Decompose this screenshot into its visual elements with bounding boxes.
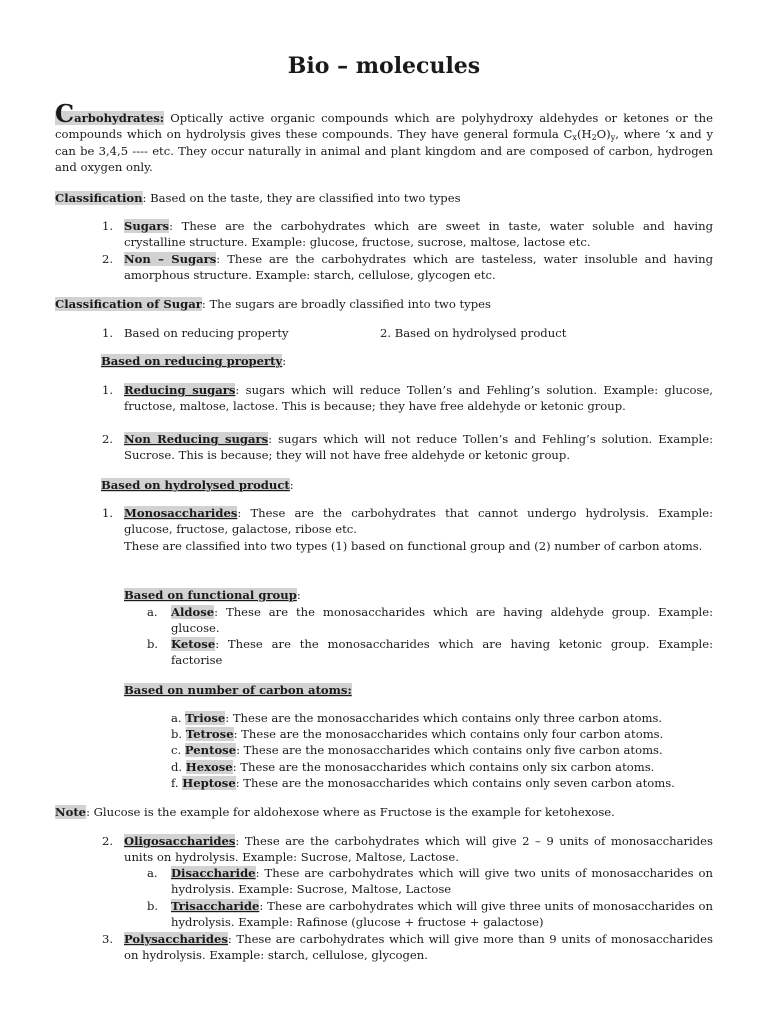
term-aldose: Aldose (171, 605, 215, 619)
term-ketose: Ketose (171, 637, 216, 651)
sugar-type-2: 2. Based on hydrolysed product (380, 326, 567, 340)
sugar-type-1: 1. Based on reducing property (102, 326, 289, 340)
sugar-classification-line: Classification of Sugar: The sugars are broadly classified into two types (55, 297, 491, 311)
list-item-oligosaccharides: 2. Oligosaccharides: These are the carbohydrates which will give 2 – 9 units of monosaccharides units on hydrolysis. Example: Sucrose, Maltose, Lactose. (102, 834, 713, 865)
reducing-heading: Based on reducing property: (101, 354, 287, 368)
list-item-non-sugars: 2. Non – Sugars: These are the carbohydrates which are tasteless, water insoluble and having amorphous structure. Example: starch, cellulose, glycogen etc. (102, 252, 713, 283)
term-trisaccharide: Trisaccharide (171, 899, 260, 913)
list-item-disaccharide: a. Disaccharide: These are carbohydrates which will give two units of monosaccharides on hydrolysis. Example: Sucrose, Maltose, Lactose (147, 866, 713, 897)
list-item-reducing-sugars: 1. Reducing sugars: sugars which will reduce Tollen’s and Fehling’s solution. Example: glucose, fructose, maltose, lactose. This is because; they have free aldehyde or ketonic group. (102, 383, 713, 414)
carbon-atoms-heading: Based on number of carbon atoms: (124, 683, 352, 697)
note-label: Note (55, 805, 87, 819)
classification-label: Classification (55, 191, 143, 205)
functional-group-heading: Based on functional group: (124, 588, 301, 602)
drop-cap: C (55, 99, 75, 128)
term-pentose: Pentose (184, 743, 237, 757)
term-polysaccharides: Polysaccharides (124, 932, 228, 946)
list-item-ketose: b. Ketose: These are the monosaccharides which are having ketonic group. Example: factorise (147, 637, 713, 668)
term-tetrose: Tetrose (185, 727, 234, 741)
intro-paragraph: Carbohydrates: Optically active organic compounds which are polyhydroxy aldehydes or ketones or the compounds which on hydrolysis gives these compounds. They have general formula $C_x(H_2O)_y$, where ‘x and y can be 3,4,5 ---- etc. They occur naturally in animal and plant kingdom and are composed of carbon, hydrogen and oxygen only. (55, 99, 713, 175)
list-item-tetrose: b. Tetrose: These are the monosaccharides which contains only four carbon atoms. (171, 727, 664, 741)
term-reducing-sugars: Reducing sugars (124, 383, 236, 397)
carbohydrates-term: Carbohydrates: (55, 99, 165, 128)
page-title: Bio – molecules (287, 53, 481, 79)
list-item-aldose: a. Aldose: These are the monosaccharides which are having aldehyde group. Example: glucose. (147, 605, 713, 636)
monosaccharides-types-text: These are classified into two types (1) based on functional group and (2) number of carbon atoms. (124, 539, 703, 553)
term-non-sugars: Non – Sugars (124, 252, 217, 266)
list-item-sugars: 1. Sugars: These are the carbohydrates which are sweet in taste, water soluble and having crystalline structure. Example: glucose, fructose, sucrose, maltose, lactose etc. (102, 219, 713, 250)
term-hexose: Hexose (185, 760, 233, 774)
hydrolysed-heading: Based on hydrolysed product: (101, 478, 294, 492)
list-item-polysaccharides: 3. Polysaccharides: These are carbohydrates which will give more than 9 units of monosaccharides on hydrolysis. Example: starch, cellulose, glycogen. (102, 932, 713, 963)
term-heptose: Heptose (182, 776, 236, 790)
term-sugars: Sugars (124, 219, 170, 233)
list-item-heptose: f. Heptose: These are the monosaccharides which contains only seven carbon atoms. (171, 776, 675, 790)
list-item-non-reducing-sugars: 2. Non Reducing sugars: sugars which will not reduce Tollen’s and Fehling’s solution. Example: Sucrose. This is because; they will not have free aldehyde or ketonic group. (102, 432, 713, 463)
term-triose: Triose (185, 711, 226, 725)
term-non-reducing-sugars: Non Reducing sugars (124, 432, 269, 446)
term-disaccharide: Disaccharide (171, 866, 256, 880)
sugar-classification-label: Classification of Sugar (55, 297, 202, 311)
term-oligosaccharides: Oligosaccharides (124, 834, 236, 848)
note-line: Note: Glucose is the example for aldohexose where as Fructose is the example for ketohexose. (55, 805, 615, 819)
list-item-triose: a. Triose: These are the monosaccharides which contains only three carbon atoms. (171, 711, 663, 725)
list-item-pentose: c. Pentose: These are the monosaccharides which contains only five carbon atoms. (171, 743, 663, 757)
term-monosaccharides: Monosaccharides (124, 506, 238, 520)
list-item-hexose: d. Hexose: These are the monosaccharides which contains only six carbon atoms. (171, 760, 655, 774)
classification-line: Classification: Based on the taste, they are classified into two types (55, 191, 461, 205)
list-item-monosaccharides: 1. Monosaccharides: These are the carbohydrates that cannot undergo hydrolysis. Example: glucose, fructose, galactose, ribose etc. (102, 506, 713, 537)
list-item-trisaccharide: b. Trisaccharide: These are carbohydrates which will give three units of monosaccharides on hydrolysis. Example: Rafinose (glucose + fructose + galactose) (147, 899, 713, 930)
